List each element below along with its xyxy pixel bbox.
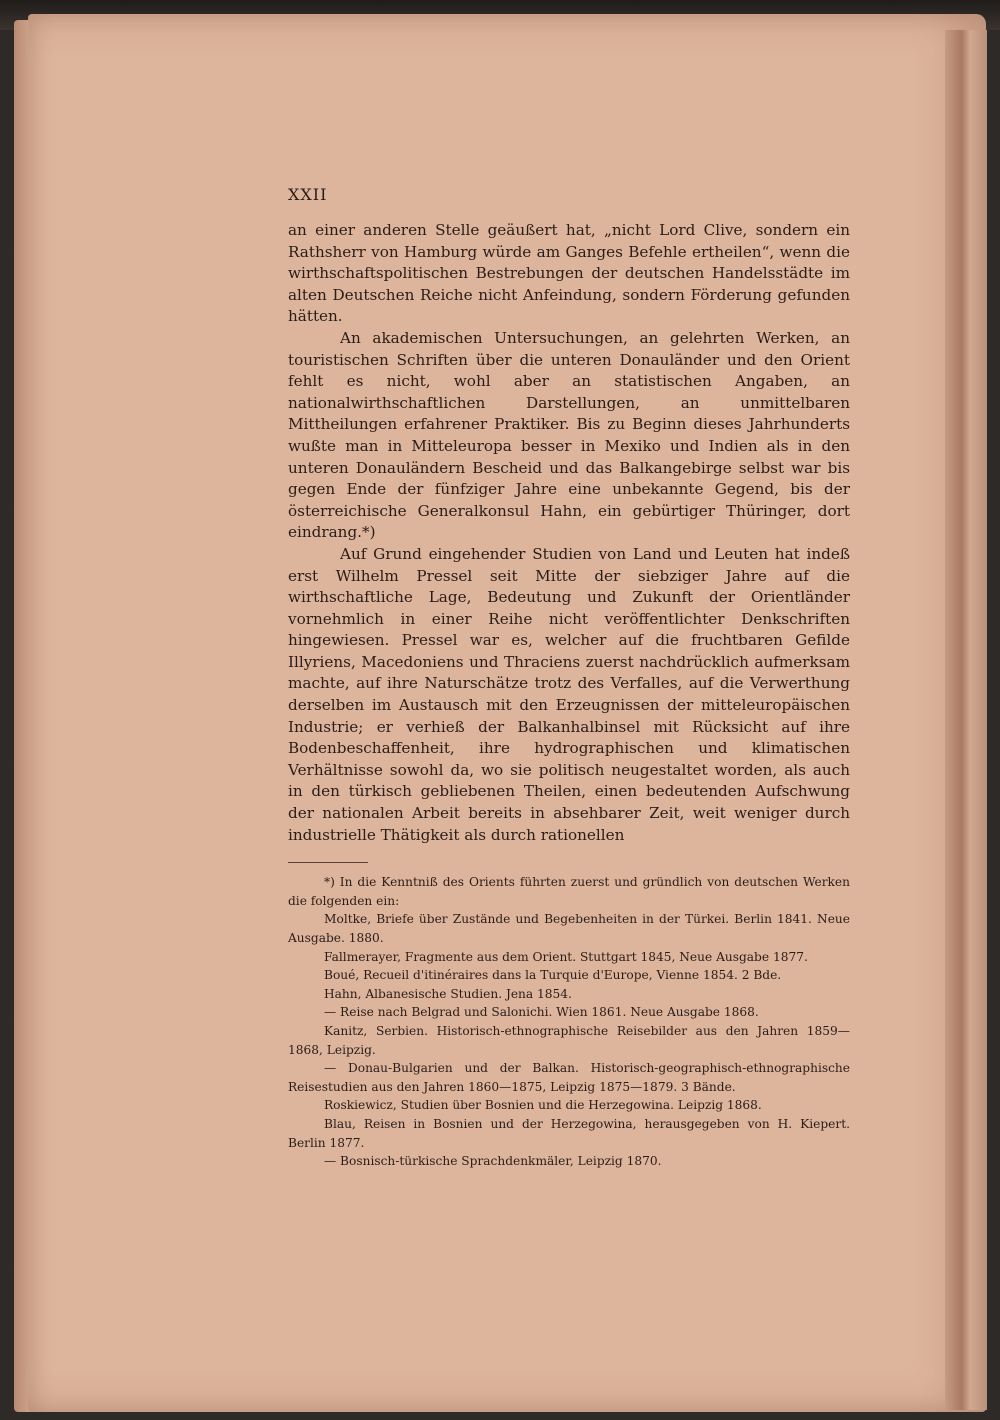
footnote-entry: Fallmerayer, Fragmente aus dem Orient. Stuttgart 1845, Neue Ausgabe 1877.	[324, 949, 808, 964]
paragraph: An akademischen Untersuchungen, an gelehrten Werken, an touristischen Schriften über die unteren Donauländer und den Orient fehlt es nicht, wohl aber an statistischen Angaben, an nationalwirthschaftlichen Darstellungen, an unmittelbaren Mittheilungen erfahrener Praktiker. Bis zu Beginn dieses Jahrhunderts wußte man in Mitteleuropa besser in Mexiko und Indien als in den unteren Donauländern Bescheid und das Balkangebirge selbst war bis gegen Ende der fünfziger Jahre eine unbekannte Gegend, bis der österreichische Generalkonsul Hahn, ein gebürtiger Thüringer, dort eindrang.*)	[288, 328, 850, 542]
footnote-entry: — Donau-Bulgarien und der Balkan. Historisch-geographisch-ethnographische Reisestudien aus den Jahren 1860—1875, Leipzig 1875—1879. 3 Bände.	[288, 1061, 850, 1094]
footnote-intro: *) In die Kenntniß des Orients führten zuerst und gründlich von deutschen Werken die folgenden ein:	[288, 875, 850, 908]
footnote-entry: — Bosnisch-türkische Sprachdenkmäler, Leipzig 1870.	[324, 1154, 662, 1169]
body-text	[288, 220, 850, 846]
text-block	[288, 185, 850, 1171]
footnote-entry: Kanitz, Serbien. Historisch-ethnographische Reisebilder aus den Jahren 1859—1868, Leipzig.	[288, 1023, 850, 1057]
footnote-entry: Moltke, Briefe über Zustände und Begebenheiten in der Türkei. Berlin 1841. Neue Ausgabe. 1880.	[288, 912, 850, 945]
footnote-entry: Boué, Recueil d'itinéraires dans la Turquie d'Europe, Vienne 1854. 2 Bde.	[324, 968, 782, 983]
footnotes	[288, 873, 850, 1171]
paragraph: Auf Grund eingehender Studien von Land und Leuten hat indeß erst Wilhelm Pressel seit Mitte der siebziger Jahre auf die wirthschaftliche Lage, Bedeutung und Zukunft der Orientländer vornehmlich in einer Reihe nicht veröffentlichter Denkschriften hingewiesen. Pressel war es, welcher auf die fruchtbaren Gefilde Illyriens, Macedoniens und Thraciens zuerst nachdrücklich aufmerksam machte, auf ihre Naturschätze trotz des Verfalles, auf die Verwerthung derselben im Austausch mit den Erzeugnissen der mitteleuropäischen Industrie; er verhieß der Balkanhalbinsel mit Rücksicht auf ihre Bodenbeschaffenheit, ihre hydrographischen und klimatischen Verhältnisse sowohl da, wo sie politisch neugestaltet worden, als auch in den türkisch gebliebenen Theilen, einen bedeutenden Aufschwung der nationalen Arbeit bereits in absehbarer Zeit, weit weniger durch industrielle Thätigkeit als durch rationellen	[288, 544, 850, 844]
footnote-entry: — Reise nach Belgrad und Salonichi. Wien 1861. Neue Ausgabe 1868.	[324, 1005, 759, 1020]
footnote-divider	[288, 862, 368, 863]
paragraph: an einer anderen Stelle geäußert hat, „nicht Lord Clive, sondern ein Rathsherr von Hamburg würde am Ganges Befehle ertheilen“, wenn die wirthschaftspolitischen Bestrebungen der deutschen Handelsstädte im alten Deutschen Reiche nicht Anfeindung, sondern Förderung gefunden hätten.	[288, 221, 850, 326]
footnote-entry: Blau, Reisen in Bosnien und der Herzegowina, herausgegeben von H. Kiepert. Berlin 1877.	[288, 1116, 850, 1150]
footnote-entry: Hahn, Albanesische Studien. Jena 1854.	[324, 986, 572, 1001]
footnote-entry: Roskiewicz, Studien über Bosnien und die Herzegowina. Leipzig 1868.	[324, 1098, 762, 1113]
book-gutter	[945, 30, 987, 1410]
page-number: XXII	[288, 185, 328, 204]
